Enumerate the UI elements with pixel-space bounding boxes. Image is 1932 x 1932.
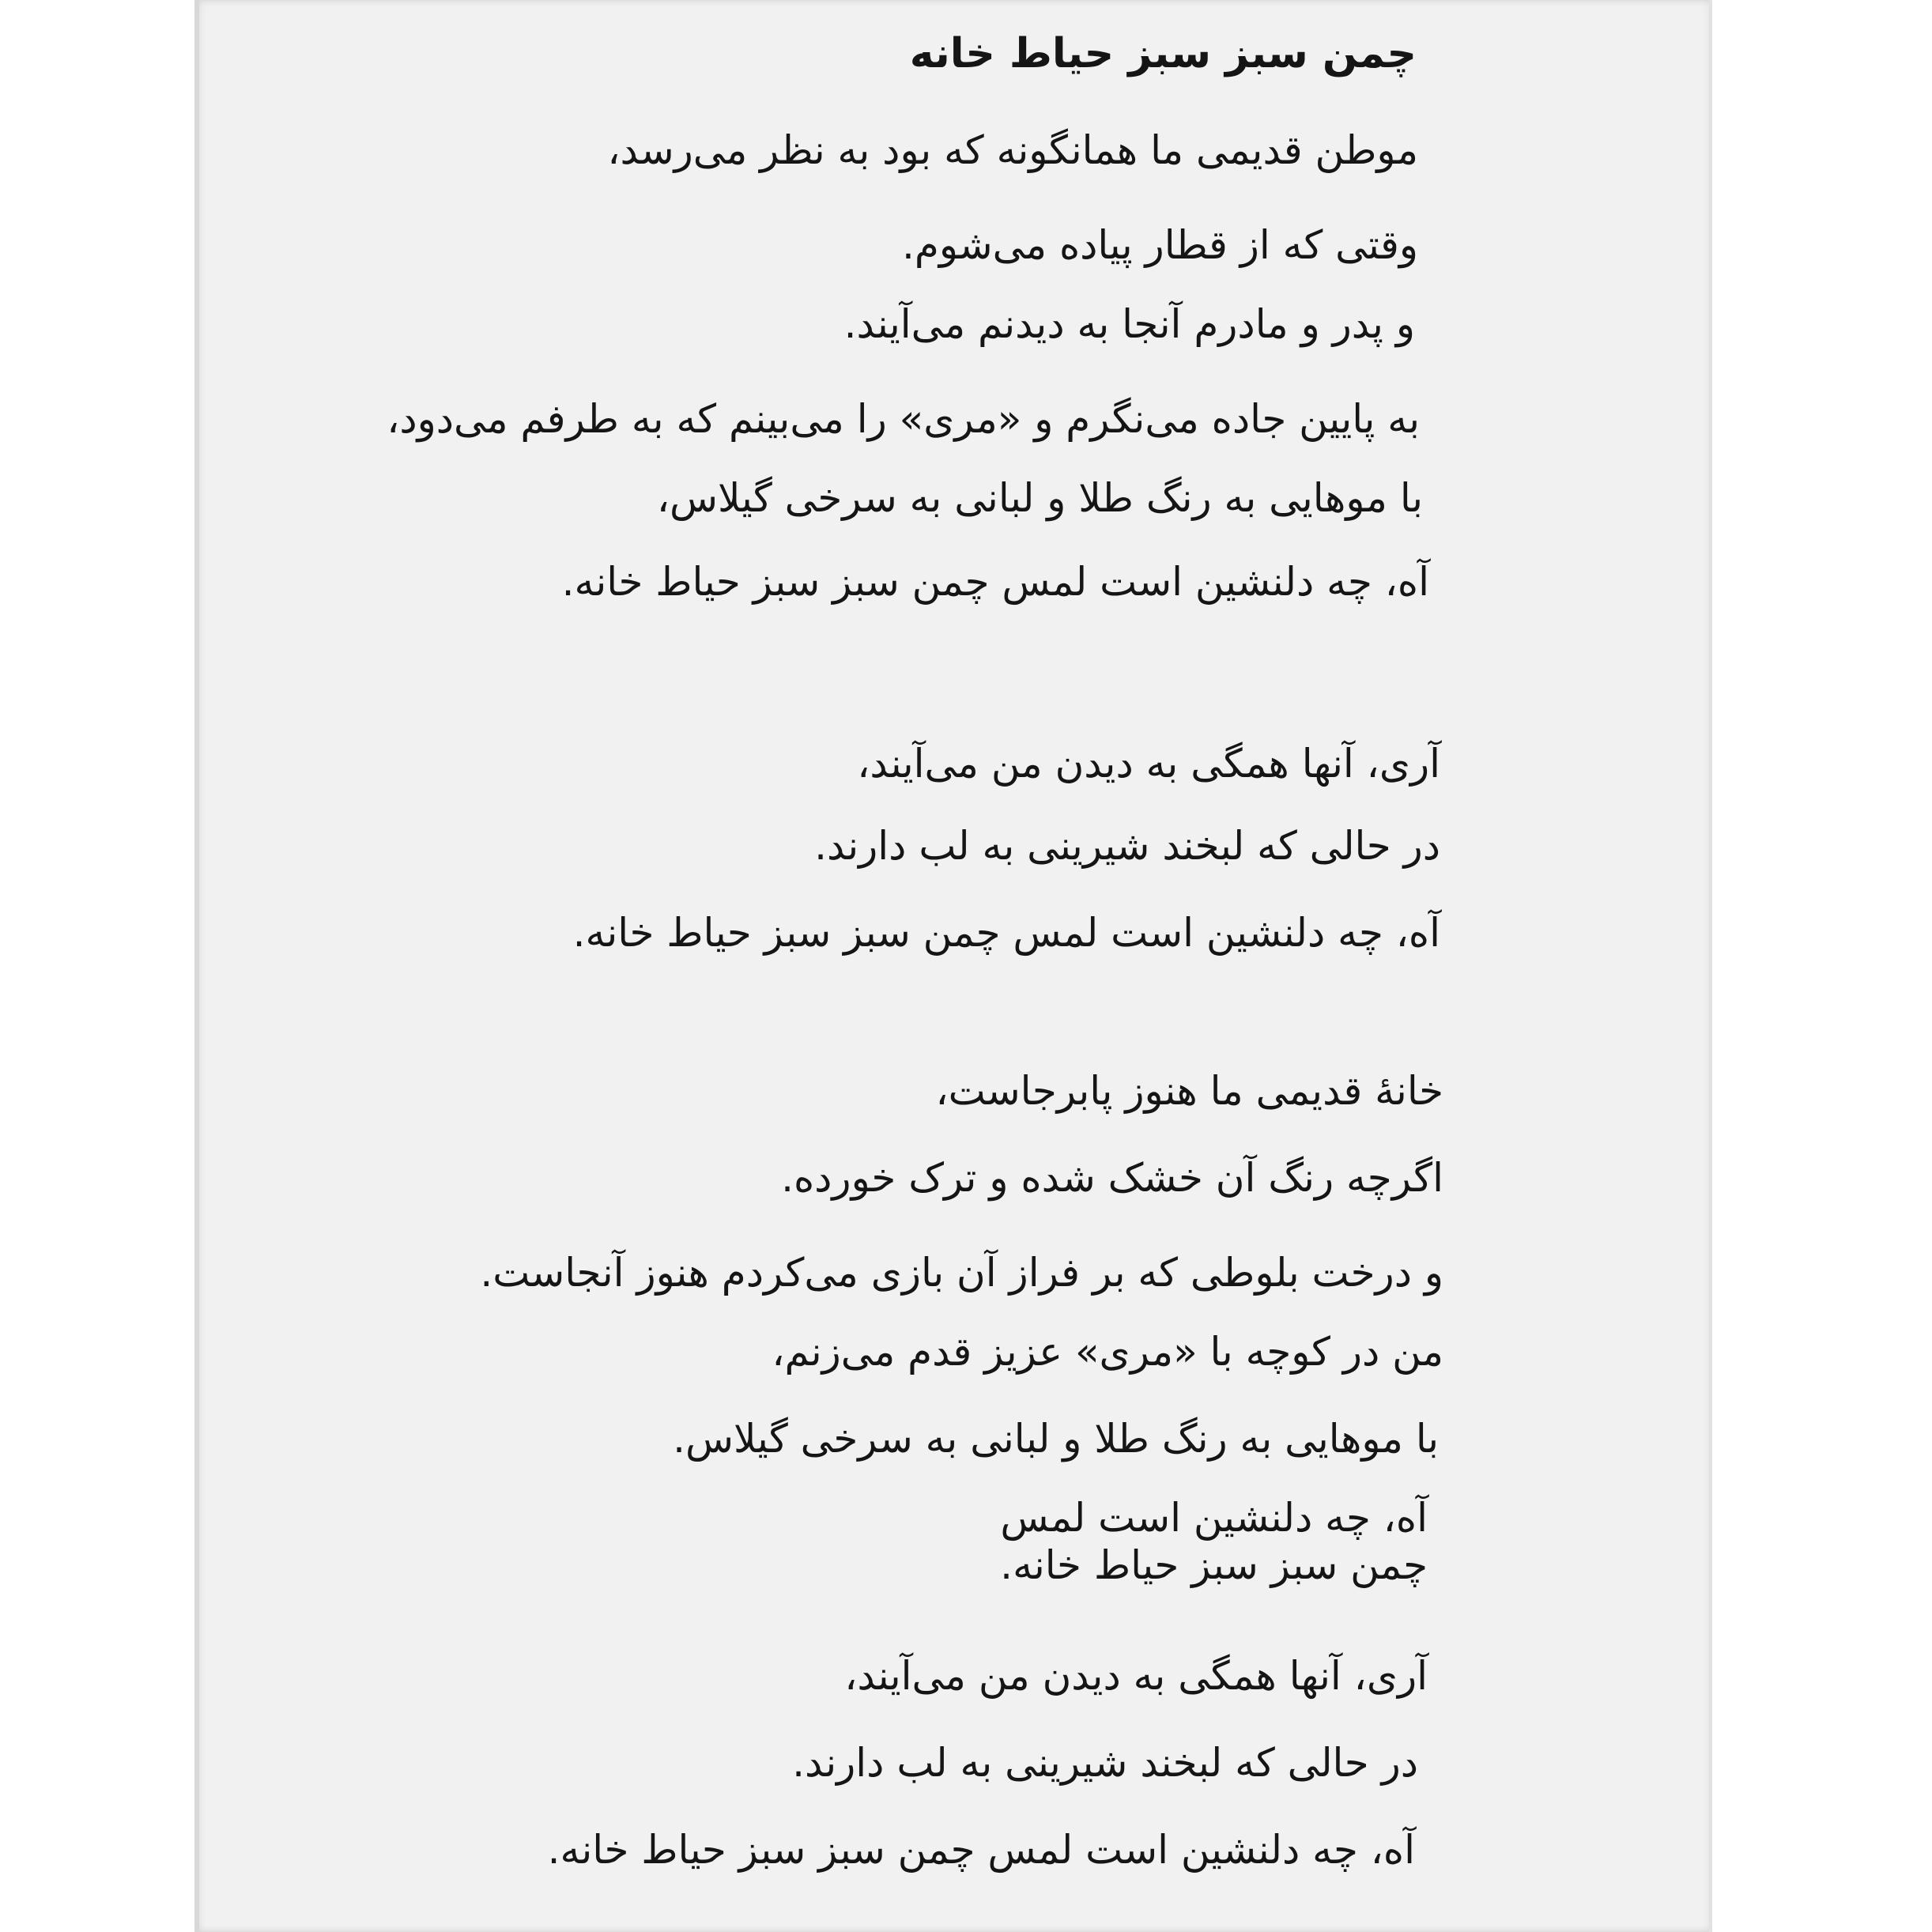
book-page bbox=[194, 0, 1712, 1932]
poem-line: خانهٔ قدیمی ما هنوز پابرجاست، bbox=[935, 1068, 1443, 1114]
poem-line: آه، چه دلنشین است لمس چمن سبز سبز حیاط خانه. bbox=[561, 559, 1429, 605]
poem-line: چمن سبز سبز حیاط خانه. bbox=[1000, 1542, 1428, 1588]
poem-line: آه، چه دلنشین است لمس bbox=[1000, 1495, 1428, 1541]
poem-line: در حالی که لبخند شیرینی به لب دارند. bbox=[814, 823, 1440, 869]
poem-line: من در کوچه با «مری» عزیز قدم می‌زنم، bbox=[772, 1329, 1443, 1375]
poem-line: آه، چه دلنشین است لمس چمن سبز سبز حیاط خانه. bbox=[572, 910, 1440, 956]
poem-line: با موهایی به رنگ طلا و لبانی به سرخی گیلاس، bbox=[656, 475, 1423, 521]
poem-line: آری، آنها همگی به دیدن من می‌آیند، bbox=[844, 1653, 1428, 1699]
poem-line: آری، آنها همگی به دیدن من می‌آیند، bbox=[857, 741, 1440, 787]
poem-line: و پدر و مادرم آنجا به دیدنم می‌آیند. bbox=[843, 301, 1415, 347]
poem-line: اگرچه رنگ آن خشک شده و ترک خورده. bbox=[781, 1155, 1443, 1201]
poem-line: آه، چه دلنشین است لمس چمن سبز سبز حیاط خانه. bbox=[547, 1827, 1415, 1873]
poem-line: با موهایی به رنگ طلا و لبانی به سرخی گیلاس. bbox=[673, 1416, 1439, 1462]
poem-line: در حالی که لبخند شیرینی به لب دارند. bbox=[792, 1740, 1418, 1786]
poem-line: و درخت بلوطی که بر فراز آن بازی می‌کردم هنوز آنجاست. bbox=[480, 1250, 1443, 1296]
poem-title: چمن سبز سبز حیاط خانه bbox=[909, 30, 1417, 77]
poem-line: موطن قدیمی ما همانگونه که بود به نظر می‌رسد، bbox=[607, 127, 1418, 173]
poem-line: به پایین جاده می‌نگرم و «مری» را می‌بینم که به طرفم می‌دود، bbox=[387, 396, 1420, 442]
poem-line: وقتی که از قطار پیاده می‌شوم. bbox=[902, 222, 1418, 268]
poem bbox=[194, 0, 1712, 1932]
